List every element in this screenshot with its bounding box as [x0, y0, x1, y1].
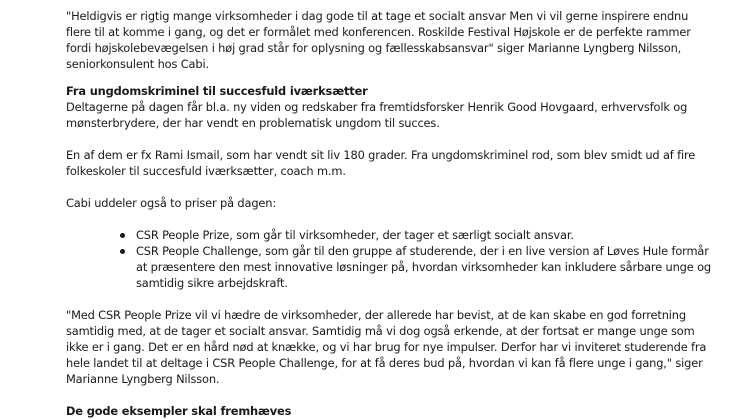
prizes-intro-paragraph: Cabi uddeler også to priser på dagen:: [66, 196, 277, 210]
prize-list-item: [120, 243, 716, 291]
heading-ungdomskriminel: Fra ungdomskriminel til succesfuld iværksætter: [66, 84, 368, 98]
prize-text: CSR People Prize, som går til virksomheder, der tager et særligt socialt ansvar.: [136, 228, 574, 242]
prize-text: CSR People Challenge, som går til den gruppe af studerende, der i en live version af Løves Hule formår at præsentere den mest innovative løsninger på, hvordan virksomheder kan inkludere sårbare unge og samtidig sikre arbejdskraft.: [136, 244, 711, 290]
rami-paragraph: En af dem er fx Rami Ismail, som har vendt sit liv 180 grader. Fra ungdomskriminel rod, som blev smidt ud af fire folkeskoler til succesfuld iværksætter, coach m.m.: [66, 148, 696, 178]
quote-prize-paragraph: "Med CSR People Prize vil vi hædre de virksomheder, der allerede har bevist, at de kan skabe en god forretning samtidig med, at de tager et socialt ansvar. Samtidig må vi dog også erkende, at der fortsat er mange unge som ikke er i gang. Det er en hård nød at knække, og vi har brug for nye impulser. Derfor har vi inviteret studerende fra hele landet til at deltage i CSR People Challenge, for at få deres bud på, hvordan vi kan få flere unge i gang," siger Marianne Lyngberg Nilsson.: [66, 308, 707, 386]
bullet-icon: [120, 249, 125, 254]
heading-gode-eksempler: De gode eksempler skal fremhæves: [66, 404, 292, 418]
prize-list-item: [120, 227, 716, 243]
prize-list: [66, 227, 716, 291]
quote-intro-paragraph: "Heldigvis er rigtig mange virksomheder i dag gode til at tage et socialt ansvar Men vi vil gerne inspirere endnu flere til at komme i gang, og det er formålet med konferencen. Roskilde Festival Højskole er de perfekte rammer fordi højskolebevægelsen i høj grad står for oplysning og fællesskabsansvar" siger Marianne Lyngberg Nilsson, seniorkonsulent hos Cabi.: [66, 9, 691, 71]
participants-paragraph: Deltagerne på dagen får bl.a. ny viden og redskaber fra fremtidsforsker Henrik Good Hovgaard, erhvervsfolk og mønsterbrydere, der har vendt en problematisk ungdom til succes.: [66, 100, 688, 130]
bullet-icon: [120, 233, 125, 238]
